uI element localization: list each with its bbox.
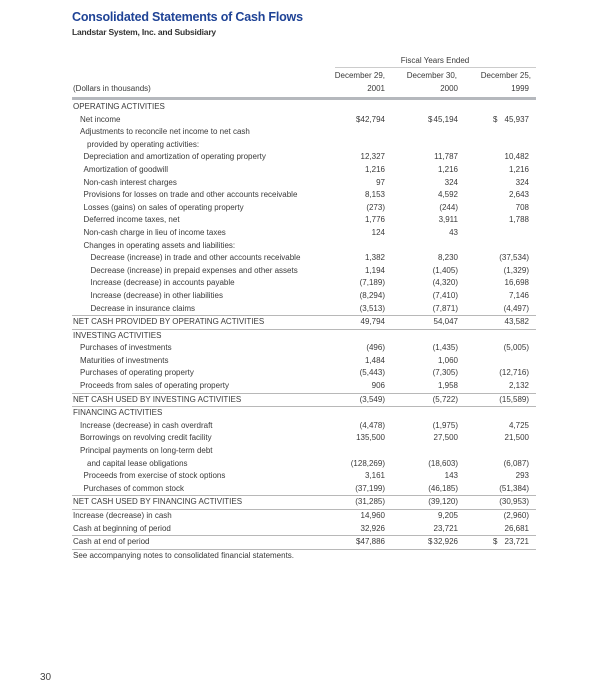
row-label: Purchases of operating property bbox=[80, 368, 194, 378]
row-value-1999: 4,725 bbox=[508, 420, 529, 430]
row-label: Decrease in insurance claims bbox=[90, 303, 195, 313]
row-value-2000: (1,975) bbox=[432, 420, 458, 430]
row-value-2001: 8,153 bbox=[364, 190, 385, 200]
table-row bbox=[72, 227, 536, 240]
col-2001-date: December 29, bbox=[334, 71, 385, 80]
row-value-1999: (4,497) bbox=[503, 303, 529, 313]
row-value-2000: (18,603) bbox=[428, 458, 458, 468]
table-row bbox=[72, 355, 536, 368]
row-value-2000: 143 bbox=[444, 471, 458, 481]
row-value-2001: (128,269) bbox=[350, 458, 385, 468]
row-value-2000: 23,721 bbox=[433, 523, 458, 533]
row-value-2001: 124 bbox=[371, 227, 385, 237]
row-label: Purchases of investments bbox=[80, 343, 172, 353]
table-row bbox=[72, 329, 536, 343]
header-divider bbox=[335, 67, 536, 68]
fiscal-years-header: Fiscal Years Ended bbox=[400, 56, 470, 65]
dollar-sign: $ bbox=[356, 114, 361, 124]
row-value-2001: 32,926 bbox=[360, 523, 385, 533]
units-label: (Dollars in thousands) bbox=[73, 84, 151, 93]
row-value-2000: (5,722) bbox=[432, 394, 458, 404]
table-row bbox=[72, 139, 536, 152]
row-value-2000: 3,911 bbox=[438, 215, 458, 225]
table-row bbox=[72, 393, 536, 407]
row-label: Purchases of common stock bbox=[83, 483, 184, 493]
row-value-2000: (7,410) bbox=[432, 290, 458, 300]
row-label: Losses (gains) on sales of operating property bbox=[83, 202, 244, 212]
table-row bbox=[72, 240, 536, 253]
row-value-2000: 9,205 bbox=[437, 511, 458, 520]
row-value-1999: 16,698 bbox=[504, 278, 529, 288]
row-value-2000: 324 bbox=[444, 177, 458, 187]
row-value-2001: 42,794 bbox=[360, 114, 385, 124]
row-value-2000: 11,787 bbox=[434, 152, 458, 162]
row-value-2000: (4,320) bbox=[432, 278, 458, 288]
row-value-2001: 1,484 bbox=[364, 355, 385, 365]
row-label: Increase (decrease) in cash overdraft bbox=[80, 420, 213, 430]
row-label: Changes in operating assets and liabilities: bbox=[83, 240, 236, 250]
row-label: Increase (decrease) in other liabilities bbox=[90, 290, 224, 300]
table-row bbox=[72, 458, 536, 471]
table-row bbox=[72, 406, 536, 420]
row-label: Maturities of investments bbox=[80, 355, 169, 365]
row-value-1999: 293 bbox=[515, 471, 529, 481]
row-value-2001: (3,549) bbox=[359, 394, 385, 404]
dollar-sign: $ bbox=[428, 114, 433, 124]
table-row bbox=[72, 523, 536, 536]
table-row bbox=[72, 290, 536, 303]
row-value-1999: (30,953) bbox=[499, 497, 529, 507]
table-row bbox=[72, 315, 536, 329]
row-label: INVESTING ACTIVITIES bbox=[73, 330, 162, 340]
col-2000-date: December 30, bbox=[406, 71, 457, 80]
row-value-2001: 3,161 bbox=[364, 471, 385, 481]
row-value-2001: (273) bbox=[366, 202, 385, 212]
col-1999-year: 1999 bbox=[511, 84, 529, 93]
row-value-2001: (496) bbox=[366, 343, 385, 353]
row-value-1999: (15,589) bbox=[499, 394, 529, 404]
row-label: Cash at end of period bbox=[73, 537, 150, 547]
row-value-2000: 43 bbox=[449, 227, 458, 237]
row-value-2000: (7,871) bbox=[432, 303, 458, 313]
table-row bbox=[72, 367, 536, 380]
header-rule bbox=[72, 97, 536, 100]
row-label: OPERATING ACTIVITIES bbox=[73, 102, 165, 111]
row-value-1999: 21,500 bbox=[504, 433, 529, 443]
row-value-2000: (46,185) bbox=[428, 483, 458, 493]
statement-title: Consolidated Statements of Cash Flows bbox=[72, 10, 303, 24]
row-value-2001: 14,960 bbox=[360, 511, 385, 520]
table-row bbox=[72, 101, 536, 114]
row-label: NET CASH PROVIDED BY OPERATING ACTIVITIES bbox=[73, 317, 265, 327]
row-value-2001: (31,285) bbox=[355, 497, 385, 507]
dollar-sign: $ bbox=[493, 114, 498, 124]
table-row bbox=[72, 483, 536, 496]
row-value-1999: 26,681 bbox=[504, 523, 529, 533]
table-row bbox=[72, 549, 536, 563]
table-row bbox=[72, 126, 536, 139]
table-row bbox=[72, 252, 536, 265]
row-value-2001: (37,199) bbox=[355, 483, 385, 493]
row-value-1999: (51,384) bbox=[499, 483, 529, 493]
table-row bbox=[72, 214, 536, 227]
row-label: See accompanying notes to consolidated financial statements. bbox=[73, 550, 295, 560]
row-value-2001: (7,189) bbox=[359, 278, 385, 288]
cash-flow-table bbox=[72, 101, 536, 562]
row-value-2000: 1,060 bbox=[437, 355, 458, 365]
col-2001-year: 2001 bbox=[367, 84, 385, 93]
row-value-2001: 135,500 bbox=[356, 433, 385, 443]
row-value-2001: 1,194 bbox=[364, 265, 385, 275]
row-value-2001: 97 bbox=[376, 177, 385, 187]
row-value-2000: 45,194 bbox=[433, 114, 458, 124]
row-value-2001: (8,294) bbox=[359, 290, 385, 300]
table-row bbox=[72, 470, 536, 483]
row-label: Increase (decrease) in accounts payable bbox=[90, 278, 235, 288]
row-label: Non-cash interest charges bbox=[83, 177, 177, 187]
row-label: Borrowings on revolving credit facility bbox=[80, 433, 212, 443]
row-label: Provisions for losses on trade and other accounts receivable bbox=[83, 190, 298, 200]
row-value-2000: 4,592 bbox=[437, 190, 458, 200]
row-value-1999: 1,788 bbox=[508, 215, 529, 225]
row-label: Proceeds from exercise of stock options bbox=[83, 471, 226, 481]
row-label: NET CASH USED BY FINANCING ACTIVITIES bbox=[73, 497, 243, 507]
row-label: Non-cash charge in lieu of income taxes bbox=[83, 227, 226, 237]
row-value-1999: (1,329) bbox=[503, 265, 529, 275]
row-label: Principal payments on long-term debt bbox=[80, 446, 213, 456]
row-value-1999: 43,582 bbox=[504, 317, 529, 327]
row-value-2000: 1,216 bbox=[437, 164, 458, 174]
row-value-1999: 2,643 bbox=[508, 190, 529, 200]
table-row bbox=[72, 177, 536, 190]
row-value-2001: 1,776 bbox=[364, 215, 385, 225]
row-value-2001: 49,794 bbox=[360, 317, 385, 327]
dollar-sign: $ bbox=[356, 537, 361, 547]
row-label: NET CASH USED BY INVESTING ACTIVITIES bbox=[73, 394, 242, 404]
row-label: Decrease (increase) in prepaid expenses and other assets bbox=[90, 265, 298, 275]
row-value-2000: 54,047 bbox=[433, 317, 458, 327]
col-2000-year: 2000 bbox=[440, 84, 458, 93]
row-value-2001: 12,327 bbox=[360, 152, 385, 162]
row-value-2000: 1,958 bbox=[437, 381, 458, 391]
row-value-1999: 2,132 bbox=[508, 381, 529, 391]
table-row bbox=[72, 535, 536, 549]
table-row bbox=[72, 380, 536, 393]
table-row bbox=[72, 303, 536, 316]
row-value-2001: (3,513) bbox=[359, 303, 385, 313]
table-row bbox=[72, 114, 536, 127]
row-value-2001: (4,478) bbox=[359, 420, 385, 430]
row-value-1999: 7,146 bbox=[508, 290, 529, 300]
page-number: 30 bbox=[40, 672, 52, 683]
row-value-2001: 1,382 bbox=[364, 253, 385, 263]
row-value-1999: (5,005) bbox=[503, 343, 529, 353]
row-label: Amortization of goodwill bbox=[83, 164, 168, 174]
table-row bbox=[72, 277, 536, 290]
row-label: FINANCING ACTIVITIES bbox=[73, 408, 163, 418]
row-label: Decrease (increase) in trade and other accounts receivable bbox=[90, 253, 301, 263]
row-label: Deferred income taxes, net bbox=[83, 215, 180, 225]
table-row bbox=[72, 202, 536, 215]
row-value-2000: (1,405) bbox=[432, 265, 458, 275]
row-value-1999: 23,721 bbox=[504, 537, 529, 547]
row-value-1999: 10,482 bbox=[504, 152, 529, 162]
table-row bbox=[72, 342, 536, 355]
row-value-1999: 45,937 bbox=[504, 114, 529, 124]
row-value-2001: 47,886 bbox=[360, 537, 385, 547]
table-row bbox=[72, 432, 536, 445]
row-value-1999: (6,087) bbox=[503, 458, 529, 468]
row-label: Depreciation and amortization of operating property bbox=[83, 152, 266, 162]
table-row bbox=[72, 265, 536, 278]
row-value-1999: 1,216 bbox=[508, 164, 529, 174]
row-label: and capital lease obligations bbox=[87, 458, 188, 468]
row-value-2000: (7,305) bbox=[432, 368, 458, 378]
company-name: Landstar System, Inc. and Subsidiary bbox=[72, 27, 216, 37]
row-value-2000: (1,435) bbox=[432, 343, 458, 353]
row-value-1999: (12,716) bbox=[499, 368, 529, 378]
row-label: Cash at beginning of period bbox=[73, 523, 171, 533]
table-row bbox=[72, 420, 536, 433]
dollar-sign: $ bbox=[428, 537, 433, 547]
row-value-1999: (37,534) bbox=[499, 253, 529, 263]
dollar-sign: $ bbox=[493, 537, 498, 547]
table-row bbox=[72, 509, 536, 523]
row-value-2000: 27,500 bbox=[433, 433, 458, 443]
col-1999-date: December 25, bbox=[480, 71, 531, 80]
row-value-2000: (244) bbox=[439, 202, 458, 212]
row-label: Net income bbox=[80, 114, 121, 124]
row-label: Increase (decrease) in cash bbox=[73, 511, 172, 520]
row-value-2001: 1,216 bbox=[364, 164, 385, 174]
row-value-1999: (2,960) bbox=[503, 511, 529, 520]
row-label: provided by operating activities: bbox=[87, 139, 200, 149]
table-row bbox=[72, 189, 536, 202]
row-label: Proceeds from sales of operating property bbox=[80, 381, 229, 391]
table-row bbox=[72, 445, 536, 458]
row-value-1999: 708 bbox=[515, 202, 529, 212]
row-value-2000: 8,230 bbox=[437, 253, 458, 263]
table-row bbox=[72, 164, 536, 177]
row-value-2000: (39,120) bbox=[428, 497, 458, 507]
row-value-2000: 32,926 bbox=[433, 537, 458, 547]
table-row bbox=[72, 151, 536, 164]
table-row bbox=[72, 495, 536, 509]
row-label: Adjustments to reconcile net income to net cash bbox=[80, 127, 250, 137]
row-value-2001: 906 bbox=[371, 381, 385, 391]
row-value-1999: 324 bbox=[515, 177, 529, 187]
row-value-2001: (5,443) bbox=[359, 368, 385, 378]
